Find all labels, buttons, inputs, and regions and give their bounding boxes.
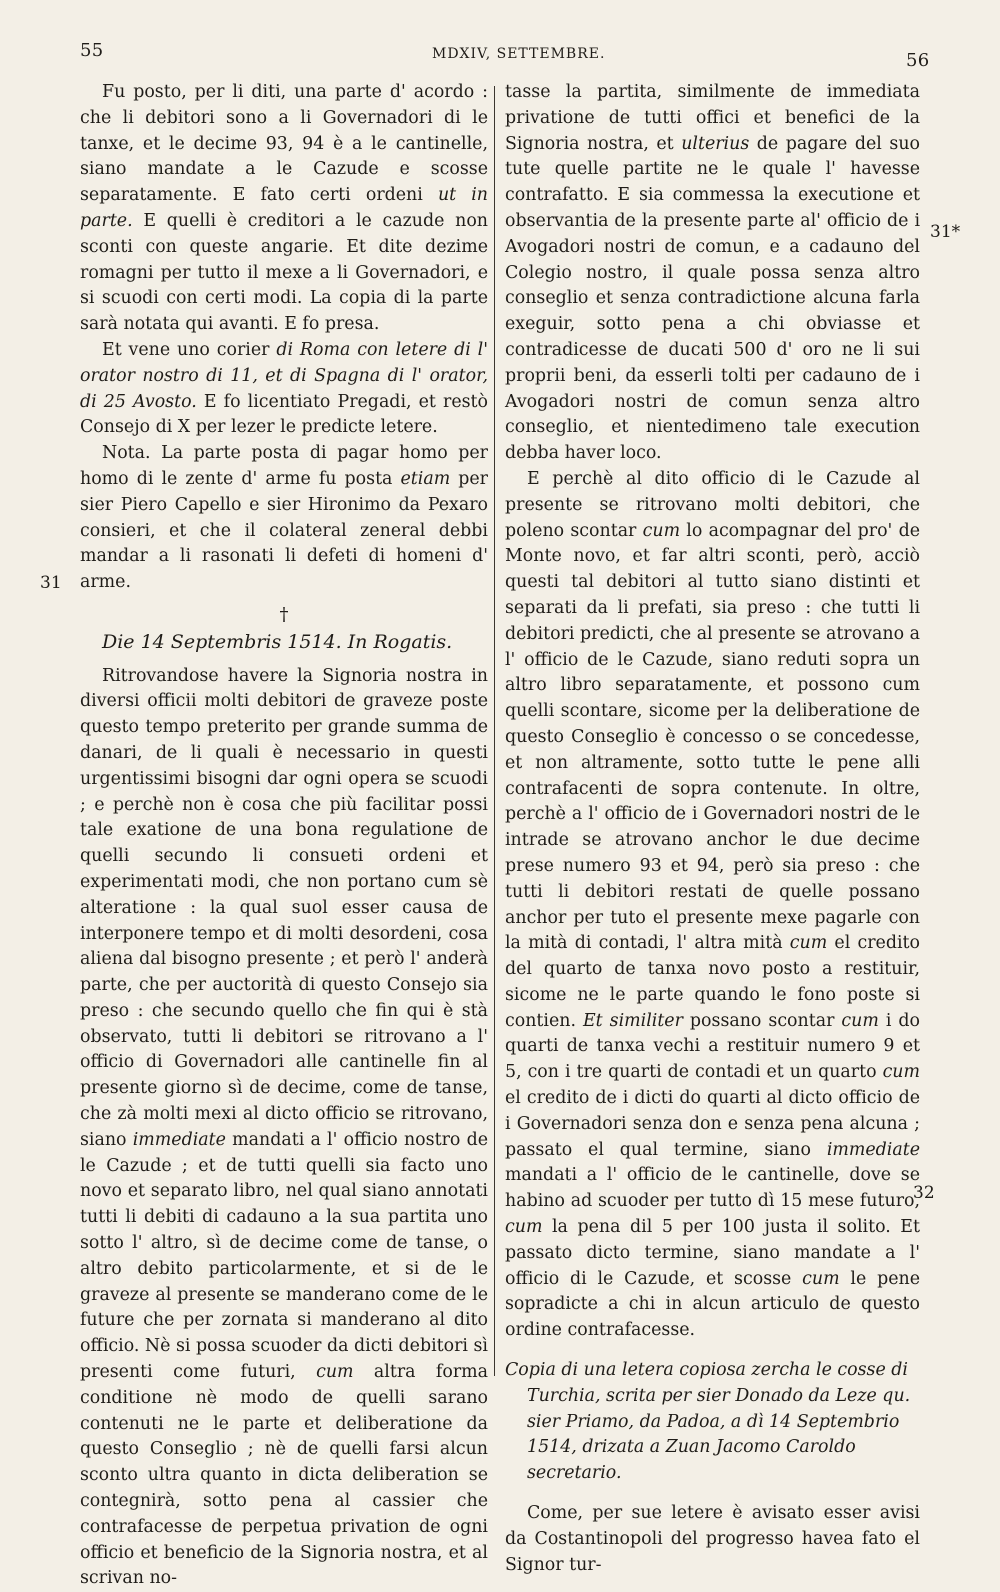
paragraph: Et vene uno corier di Roma con letere di l' orator nostro di 11, et di Spagna di l' orator, di 25 Avosto. E fo licentiato Pregadi, et restò Consejo di X per lezer le predicte letere. (80, 339, 488, 438)
paragraph: Come, per sue letere è avisato esser avisi da Costantinopoli del progresso havea fato el Signor tur- (505, 1503, 920, 1575)
paragraph: Ritrovandose havere la Signoria nostra in diversi officii molti debitori de graveze poste questo tempo preterito per grande summa de danari, de li quali è necessario in questi urgentissimi bisogni dar ogni opera se scuodi ; e perchè non è cosa che più facilitar possi tale exatione de una bona regulatione de quelli secundo li consueti ordeni et experimentati modi, che non portano cum sè alteratione : la qual suol esser causa de interponere tempo et di molti desordeni, cosa aliena dal bisogno presente ; et però l' anderà parte, che per auctorità di questo Consejo sia preso : che secundo quello che fin qui è stà observato, tutti li debitori se ritrovano a l' officio di Governadori alle cantinelle fin al presente giorno sì de decime, come de tanse, che zà molti mexi al dicto officio se ritrovano, siano immediate mandati a l' officio nostro de le Cazude ; et de tutti quelli sia facto uno novo et separato libro, nel qual siano annotati tutti li debiti di cadauno a la sua partita uno sotto l' altro, sì de decime come de tanse, o altro debito particolarmente, et si de le graveze al presente se manderano come de le future che per zornata si manderano al dito officio. Nè si possa scuoder da dicti debitori sì presenti come futuri, cum altra forma conditione nè modo de quelli sarano contenuti ne le parte et deliberatione da questo Conseglio ; nè de quelli farsi alcun sconto ultra quanto in dicta deliberation se contegnirà, sotto pena al cassier che contrafacesse de perpetua privation de ogni officio et beneficio de la Signoria nostra, et al scrivan no- (80, 665, 488, 1589)
margin-number-32: 32 (913, 1183, 935, 1203)
page-number-left: 55 (80, 40, 104, 61)
letter-heading: Copia di una letera copiosa zercha le cosse di Turchia, scrita per sier Donado da Leze qu. sier Priamo, da Padoa, a dì 14 Septembrio 1514, drizata a Zuan Jacomo Caroldo secretario. (505, 1360, 911, 1484)
left-column (80, 80, 488, 1592)
running-title: MDXIV, SETTEMBRE. (432, 46, 606, 62)
right-column (505, 80, 920, 1578)
page-number-right: 56 (906, 50, 930, 71)
cross-symbol: † (279, 603, 289, 625)
paragraph: E perchè al dito officio di le Cazude al presente se ritrovano molti debitori, che poleno scontar cum lo acompagnar del pro' de Monte novo, et far altri sconti, però, acciò questi tal debitori al tutto siano distinti et separati da li prefati, sia preso : che tutti li debitori predicti, che al presente se atrovano a l' officio de le Cazude, siano reduti sopra un altro libro separatamente, et possono cum quelli scontare, sicome per la deliberatione de questo Conseglio è concesso o se concedesse, et non altramente, sotto tutte le pene alli contrafacenti de sopra contenute. In oltre, perchè a l' officio de i Governadori nostri de le intrade se atrovano anchor le due decime prese numero 93 et 94, però sia preso : che tutti li debitori restati de quelle possano anchor per tuto el presente mexe pagarle con la mità di contadi, l' altra mità cum el credito del quarto de tanxa novo posto a restituir, sicome ne le parte quando le fono poste si contien. Et similiter possano scontar cum i do quarti de tanxa vechi a restituir numero 9 et 5, con i tre quarti de contadi et un quarto cum el credito de i dicti do quarti al dicto officio de i Governadori senza don e senza pena alcuna ; passato el qual termine, siano immediate mandati a l' officio de le cantinelle, dove se habino ad scuoder per tutto dì 15 mese futuro, cum la pena dil 5 per 100 justa il solito. Et passato dicto termine, siano mandate a l' officio di le Cazude, et scosse cum le pene sopradicte a chi in alcun articulo de questo ordine contrafacesse. (505, 468, 920, 1341)
margin-number-31-star: 31* (930, 222, 961, 242)
section-heading: Die 14 Septembris 1514. In Rogatis. (102, 630, 453, 653)
paragraph: Fu posto, per li diti, una parte d' acordo : che li debitori sono a li Governadori di le tanxe, et le decime 93, 94 è a le cantinelle, siano mandate a le Cazude e scosse separatamente. E fato certi ordeni ut in parte. E quelli è creditori a le cazude non sconti con queste angarie. Et dite dezime romagni per tutto il mexe a li Governadori, e si scuodi con certi modi. La copia di la parte sarà notata qui avanti. E fo presa. (80, 82, 488, 335)
spacer (505, 1344, 920, 1358)
column-divider (494, 86, 495, 1376)
margin-number-31: 31 (40, 573, 62, 593)
paragraph: Nota. La parte posta di pagar homo per homo di le zente d' arme fu posta etiam per sier Piero Capello e sier Hironimo da Pexaro consieri, et che il colateral zeneral debbi mandar a li rasonati li defeti di homeni d' arme. (80, 443, 488, 593)
paragraph: tasse la partita, similmente de immediata privatione de tutti offici et benefici de la Signoria nostra, et ulterius de pagare del suo tute quelle partite ne le quale l' havesse contrafatto. E sia commessa la executione et observantia de la presente parte al' officio de i Avogadori nostri de comun, e a cadauno del Colegio nostro, il quale possa senza altro conseglio et senza contradictione alcuna farla exeguir, sotto pena a chi obviasse et contradicesse de ducati 500 d' oro ne li sui proprii beni, da esserli tolti per cadauno de i Avogadori nostri de comun senza altro conseglio, et nientedimeno tale execution debba haver loco. (505, 82, 920, 464)
